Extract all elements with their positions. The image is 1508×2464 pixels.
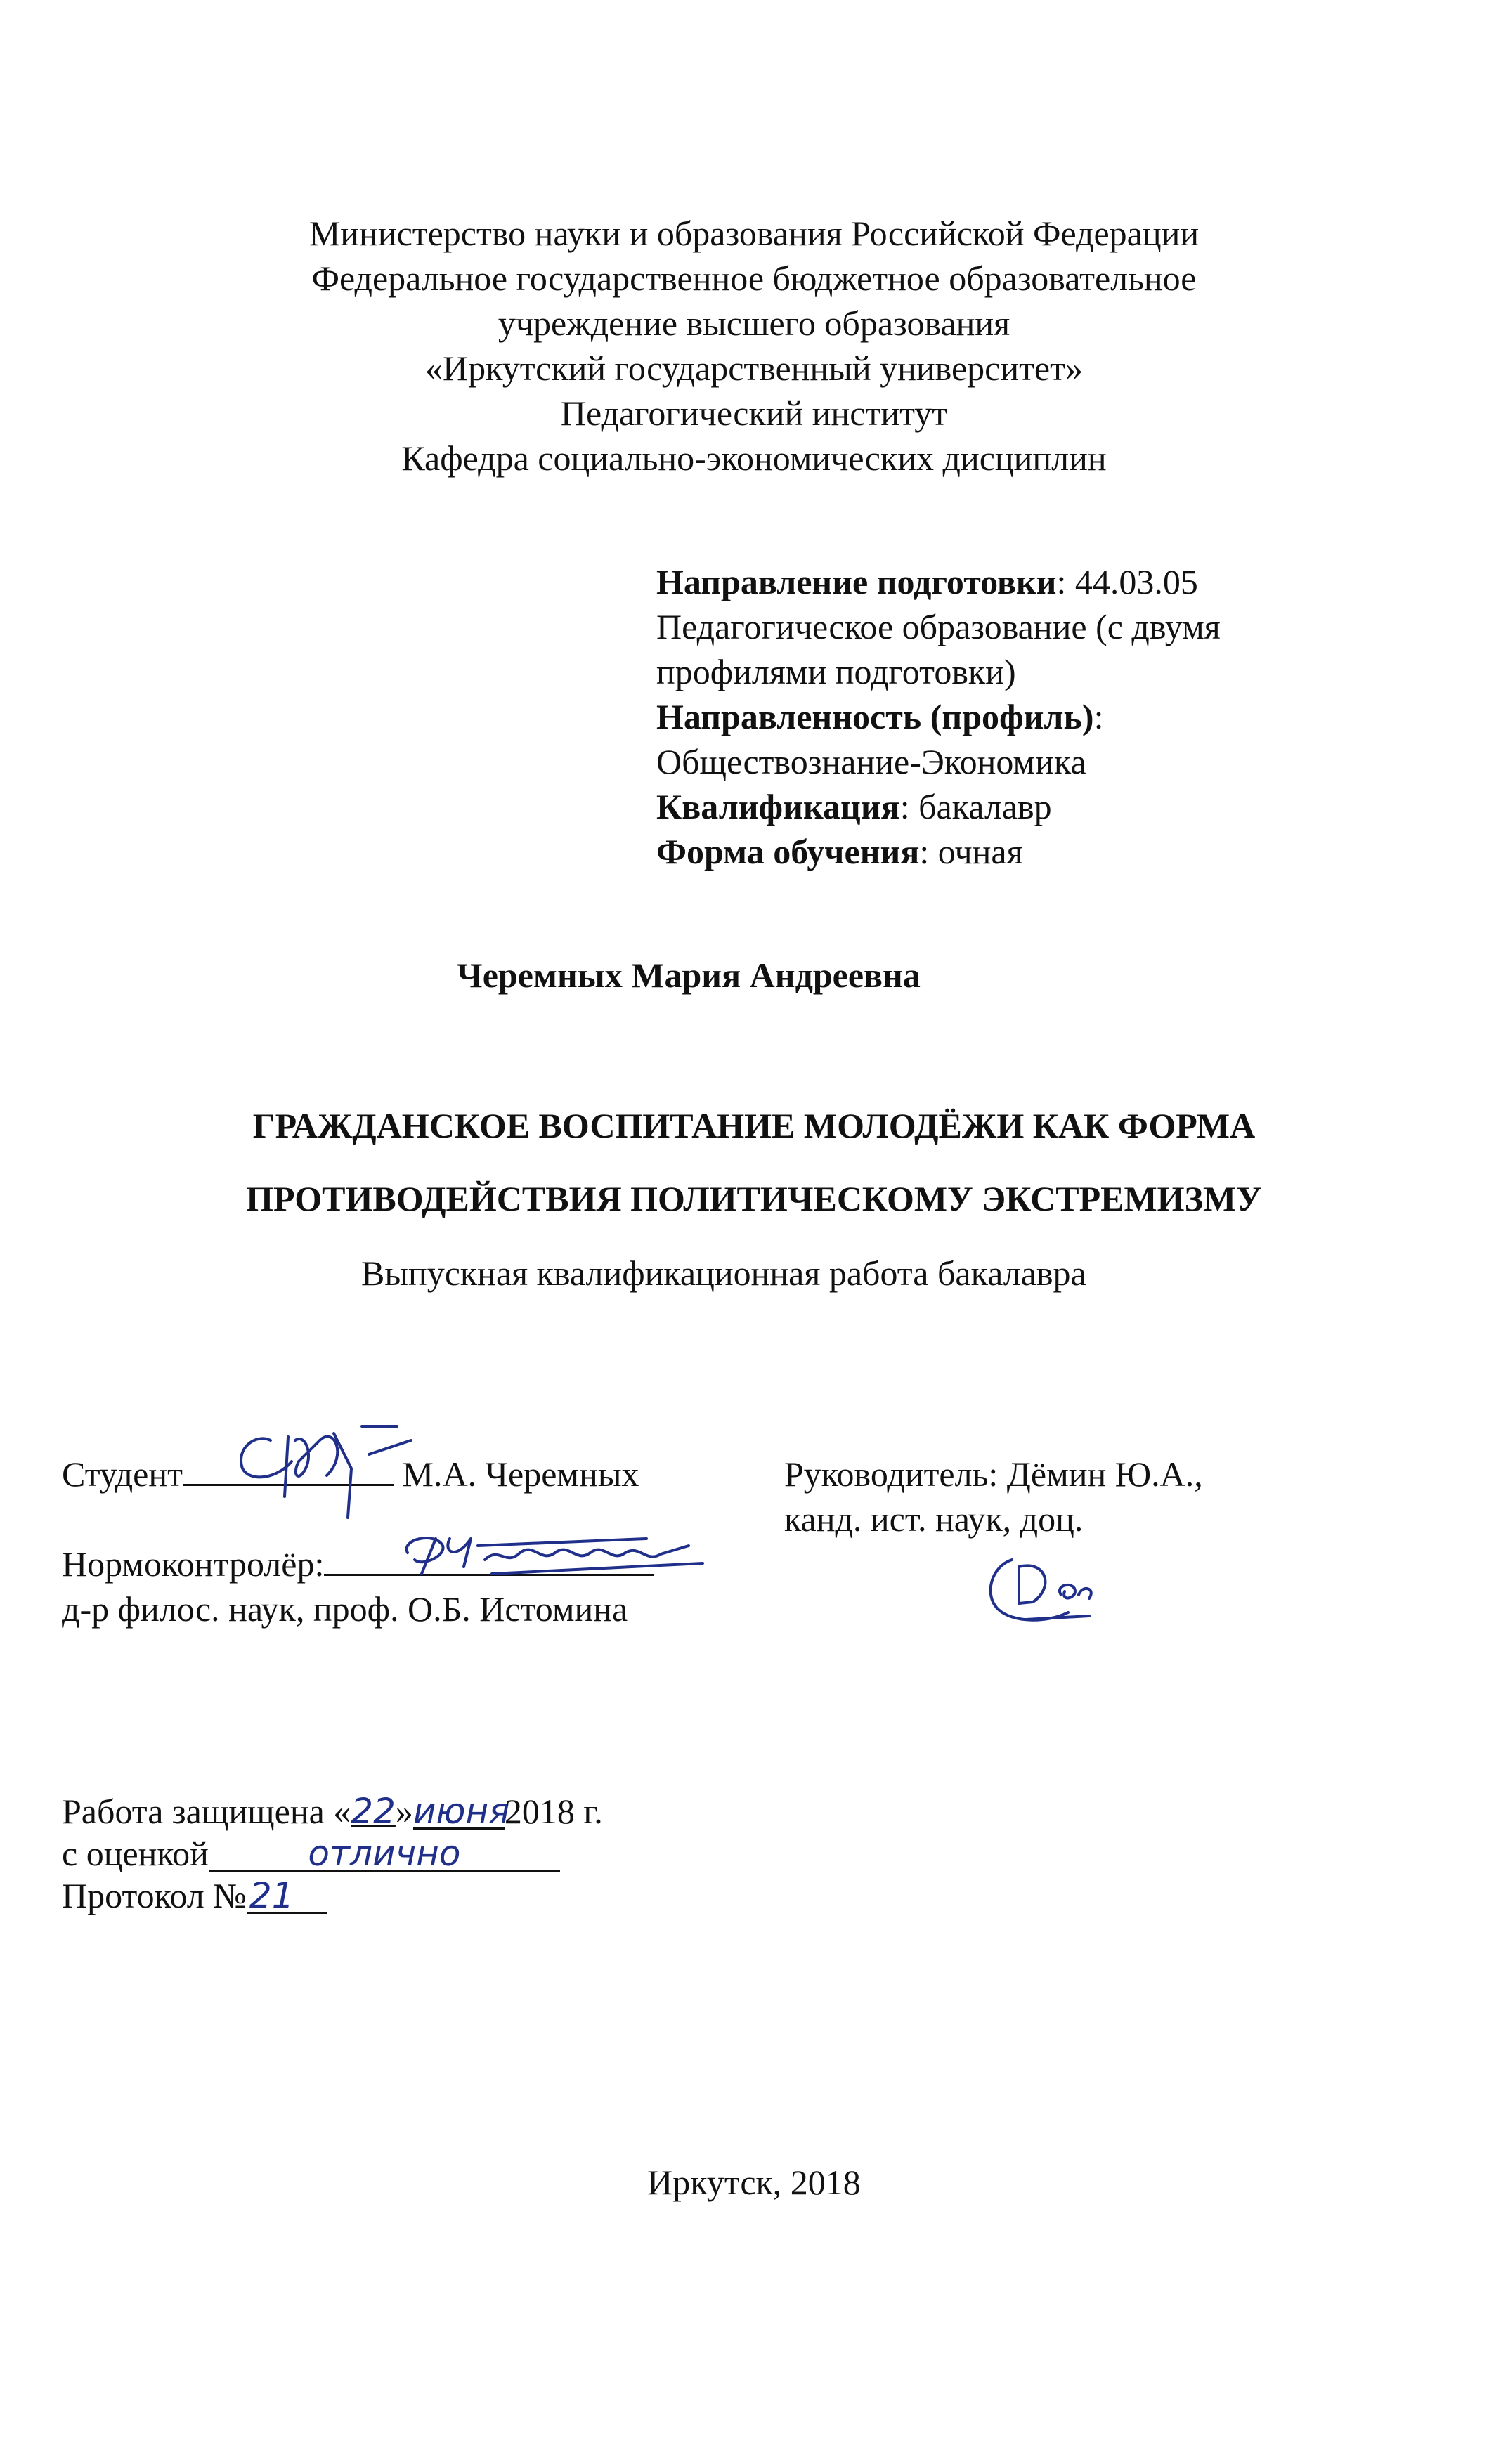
direction-code: : 44.03.05 bbox=[1056, 562, 1198, 601]
protocol-row bbox=[62, 1875, 327, 1917]
normcontrol-person: д-р филос. наук, проф. О.Б. Истомина bbox=[62, 1589, 628, 1629]
student-name: М.А. Черемных bbox=[402, 1454, 639, 1494]
city-year: Иркутск, 2018 bbox=[647, 2163, 861, 2202]
profile-label: Направленность (профиль) bbox=[656, 697, 1094, 736]
thesis-title-line-2: ПРОТИВОДЕЙСТВИЯ ПОЛИТИЧЕСКОМУ ЭКСТРЕМИЗМУ bbox=[246, 1179, 1262, 1218]
defense-row bbox=[62, 1790, 603, 1832]
institution-line-1: Федеральное государственное бюджетное образовательное bbox=[311, 259, 1197, 298]
study-form-value: : очная bbox=[919, 832, 1023, 871]
defense-month: июня bbox=[412, 1791, 510, 1832]
profile-row bbox=[656, 696, 1103, 738]
thesis-title-line-1: ГРАЖДАНСКОЕ ВОСПИТАНИЕ МОЛОДЁЖИ КАК ФОРМА bbox=[252, 1106, 1256, 1145]
direction-label: Направление подготовки bbox=[656, 562, 1057, 601]
student-signature bbox=[228, 1412, 418, 1525]
protocol-value: 21 bbox=[247, 1879, 327, 1914]
supervisor-line-1: Руководитель: Дёмин Ю.А., bbox=[784, 1454, 1203, 1494]
normcontrol-label: Нормоконтролёр: bbox=[62, 1544, 325, 1584]
normcontrol-signature bbox=[394, 1525, 717, 1581]
direction-name-1: Педагогическое образование (с двумя bbox=[656, 607, 1221, 646]
institute-name: Педагогический институт bbox=[560, 393, 948, 433]
defense-label: Работа защищена « bbox=[62, 1792, 351, 1831]
profile-colon: : bbox=[1093, 697, 1104, 736]
study-form-row bbox=[656, 830, 1023, 873]
study-form-label: Форма обучения bbox=[656, 832, 920, 871]
supervisor-line-2: канд. ист. наук, доц. bbox=[784, 1499, 1084, 1539]
direction-row bbox=[656, 561, 1198, 603]
profile-value: Обществознание-Экономика bbox=[656, 742, 1086, 781]
defense-day: 22 bbox=[351, 1791, 396, 1832]
qualification-value: : бакалавр bbox=[899, 787, 1052, 826]
institution-line-2: учреждение высшего образования bbox=[498, 304, 1010, 343]
defense-quote-close: » bbox=[395, 1792, 413, 1831]
student-label: Студент bbox=[62, 1454, 183, 1494]
university-name: «Иркутский государственный университет» bbox=[425, 348, 1083, 388]
grade-row bbox=[62, 1832, 560, 1875]
department-name: Кафедра социально-экономических дисциплин bbox=[401, 438, 1107, 478]
supervisor-signature bbox=[984, 1546, 1110, 1623]
thesis-type: Выпускная квалификационная работа бакалавра bbox=[361, 1253, 1086, 1293]
author-name: Черемных Мария Андреевна bbox=[457, 956, 921, 995]
protocol-label: Протокол № bbox=[62, 1876, 247, 1915]
qualification-row bbox=[656, 786, 1052, 828]
ministry-line: Министерство науки и образования Российской Федерации bbox=[308, 214, 1200, 253]
grade-label: с оценкой bbox=[62, 1834, 209, 1873]
qualification-label: Квалификация bbox=[656, 787, 900, 826]
direction-name-2: профилями подготовки) bbox=[656, 652, 1016, 691]
defense-year: 2018 г. bbox=[504, 1792, 603, 1831]
grade-value: отлично bbox=[209, 1837, 560, 1872]
